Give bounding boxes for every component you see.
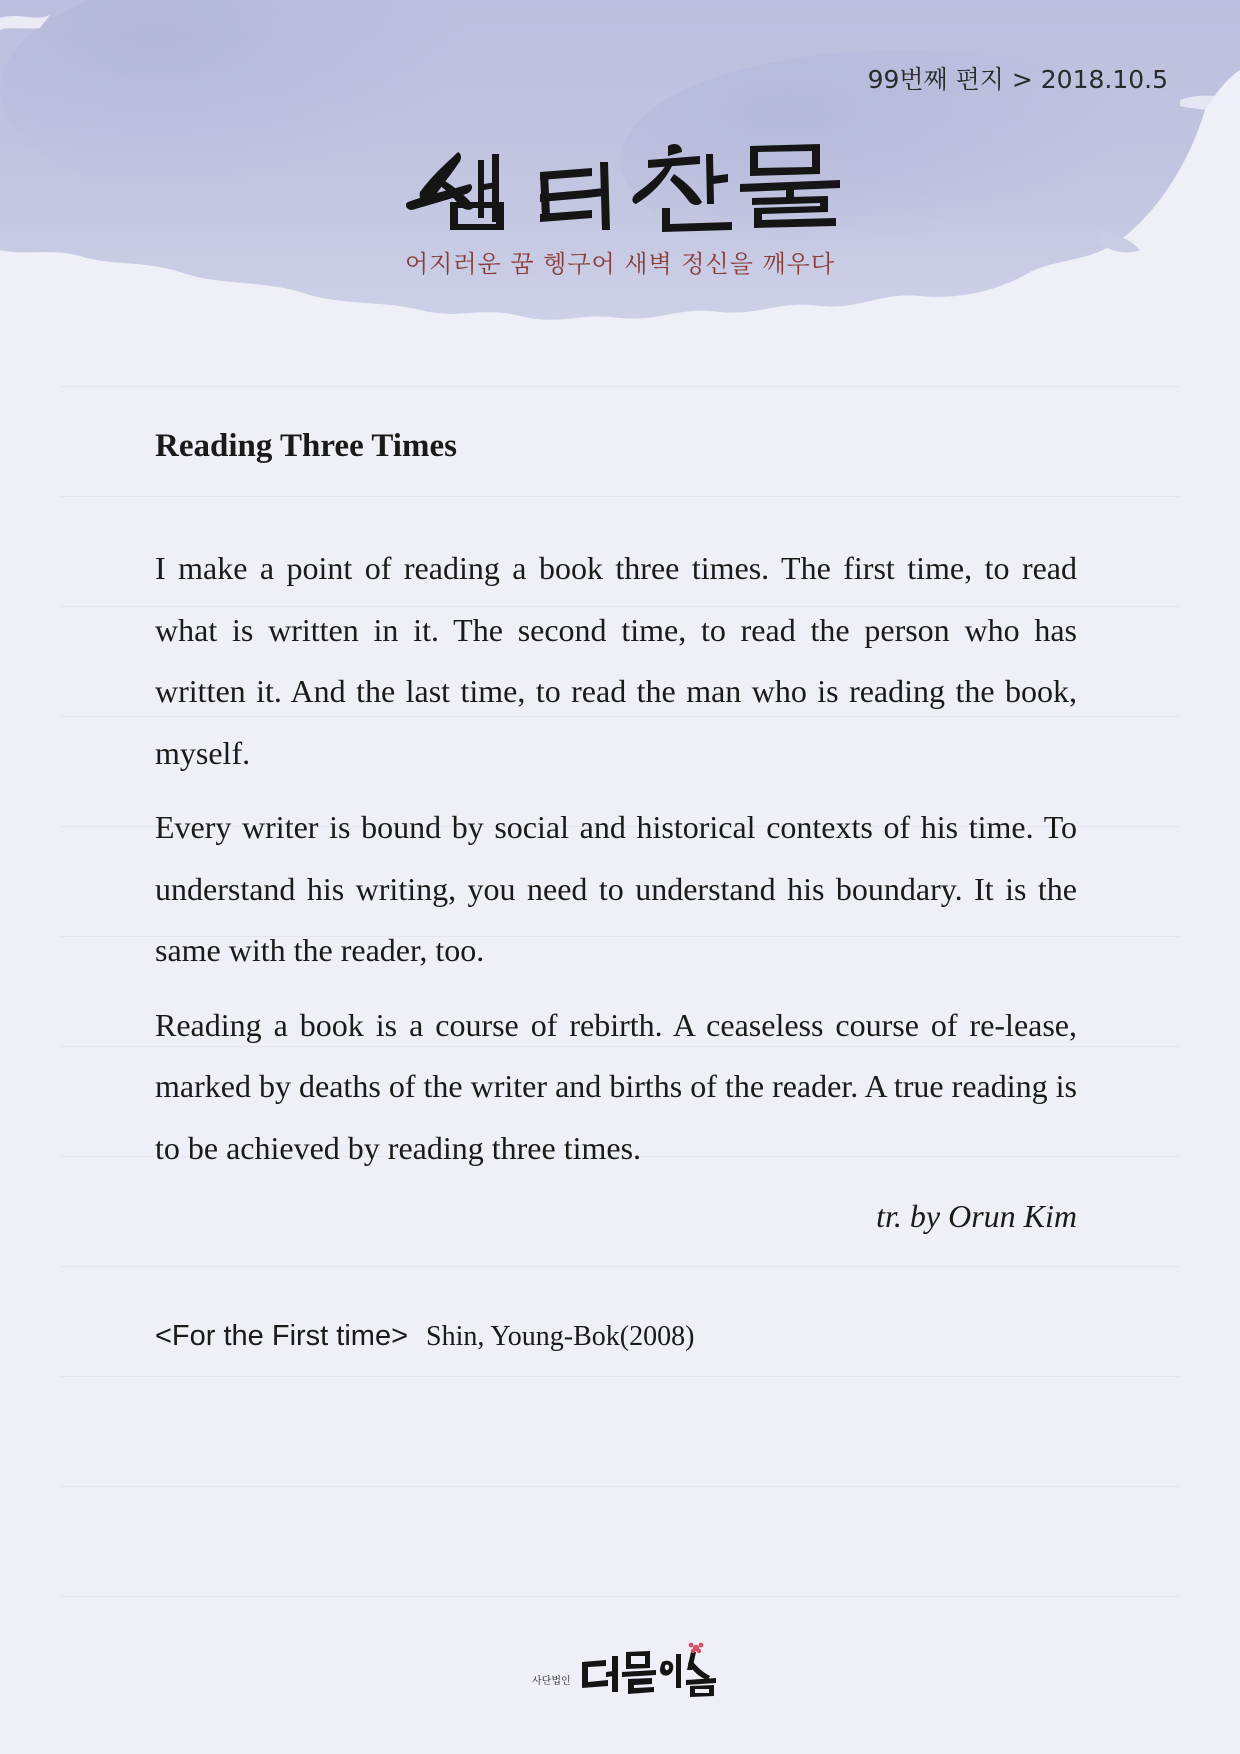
source-book-title: <For the First time> <box>155 1320 409 1352</box>
body-paragraph: Reading a book is a course of rebirth. A ceaseless course of re-lease, marked by deaths of the writer and births of the reader. A true reading is to be achieved by reading three times. <box>155 1006 1077 1166</box>
rule-line <box>60 1266 1180 1267</box>
masthead-calligraphy-logo <box>400 132 840 232</box>
tagline: 어지러운 꿈 헹구어 새벽 정신을 깨우다 <box>404 250 836 278</box>
issue-info: 99번째 편지 > 2018.10.5 <box>867 65 1168 94</box>
svg-text:사단법인: 사단법인 <box>532 1676 571 1687</box>
translator-credit: tr. by Orun Kim <box>876 1198 1077 1234</box>
rule-line <box>60 1596 1180 1597</box>
rule-line <box>60 386 1180 387</box>
source-author: Shin, Young-Bok(2008) <box>426 1321 695 1352</box>
rule-line <box>60 496 1180 497</box>
footer-organization-logo <box>530 1640 720 1700</box>
rule-line <box>60 1486 1180 1487</box>
rule-line <box>60 1376 1180 1377</box>
body-paragraph: Every writer is bound by social and historical contexts of his time. To understand his writing, you need to understand his boundary. It is the same with the reader, too. <box>155 809 1077 968</box>
article-body <box>155 538 1077 1192</box>
article-title: Reading Three Times <box>155 428 457 464</box>
source-citation <box>155 1320 694 1353</box>
body-paragraph: I make a point of reading a book three times. The first time, to read what is written in it. The second time, to read the person who has written it. And the last time, to read the man who is reading the book, myself. <box>155 550 1077 771</box>
